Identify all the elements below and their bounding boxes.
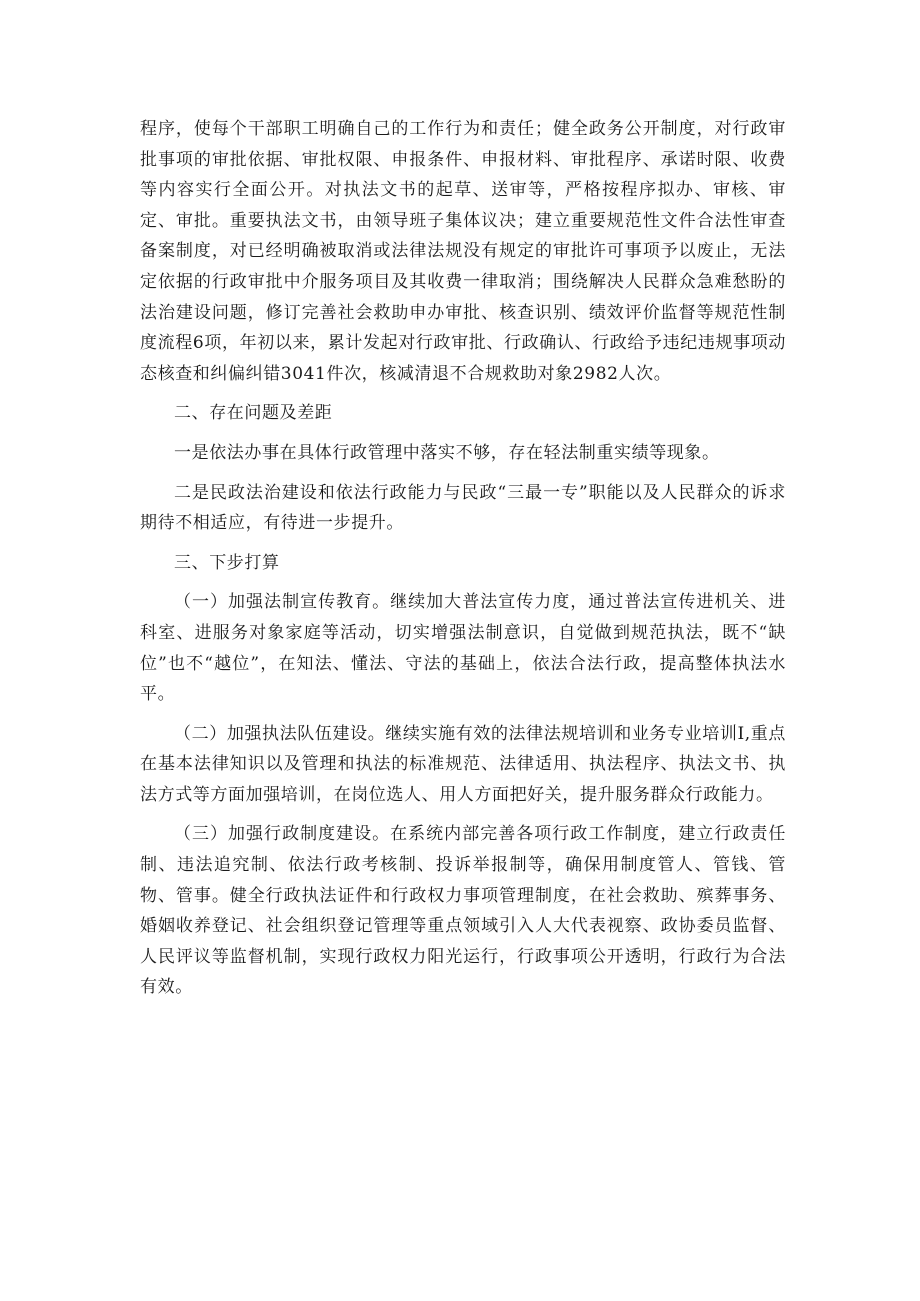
paragraph-step-two: （二）加强执法队伍建设。继续实施有效的法律法规培训和业务专业培训I,重点在基本法律知识以及管理和执法的标准规范、法律适用、执法程序、执法文书、执法方式等方面加强培训，在岗位选人、用人方面把好关，提升服务群众行政能力。 xyxy=(140,723,786,805)
paragraph-step-three: （三）加强行政制度建设。在系统内部完善各项行政工作制度，建立行政责任制、违法追究制、依法行政考核制、投诉举报制等，确保用制度管人、管钱、管物、管事。健全行政执法证件和行政权力事项管理制度，在社会救助、殡葬事务、婚姻收养登记、社会组织登记管理等重点领域引入人大代表视察、政协委员监督、人民评议等监督机制，实现行政权力阳光运行，行政事项公开透明，行政行为合法有效。 xyxy=(140,824,786,998)
paragraph-continuation: 程序，使每个干部职工明确自己的工作行为和责任；健全政务公开制度，对行政审批事项的审批依据、审批权限、申报条件、申报材料、审批程序、承诺时限、收费等内容实行全面公开。对执法文书的起草、送审等，严格按程序拟办、审核、审定、审批。重要执法文书，由领导班子集体议决；建立重要规范性文件合法性审查备案制度，对已经明确被取消或法律法规没有规定的审批许可事项予以废止，无法定依据的行政审批中介服务项目及其收费一律取消；围绕解决人民群众急难愁盼的法治建设问题，修订完善社会救助申办审批、核查识别、绩效评价监督等规范性制度流程6项，年初以来，累计发起对行政审批、行政确认、行政给予违纪违规事项动态核查和纠偏纠错3041件次，核减清退不合规救助对象2982人次。 xyxy=(140,119,786,384)
paragraph-problem-one: 一是依法办事在具体行政管理中落实不够，存在轻法制重实绩等现象。 xyxy=(174,442,720,463)
section-heading-next-steps: 三、下步打算 xyxy=(174,552,280,573)
document-body xyxy=(140,114,786,1012)
paragraph-problem-two: 二是民政法治建设和依法行政能力与民政“三最一专”职能以及人民群众的诉求期待不相适应，有待进一步提升。 xyxy=(140,482,786,534)
paragraph-step-one: （一）加强法制宣传教育。继续加大普法宣传力度，通过普法宣传进机关、进科室、进服务对象家庭等活动，切实增强法制意识，自觉做到规范执法，既不“缺位”也不“越位”，在知法、懂法、守法的基础上，依法合法行政，提高整体执法水平。 xyxy=(140,592,786,705)
section-heading-problems: 二、存在问题及差距 xyxy=(174,403,333,424)
